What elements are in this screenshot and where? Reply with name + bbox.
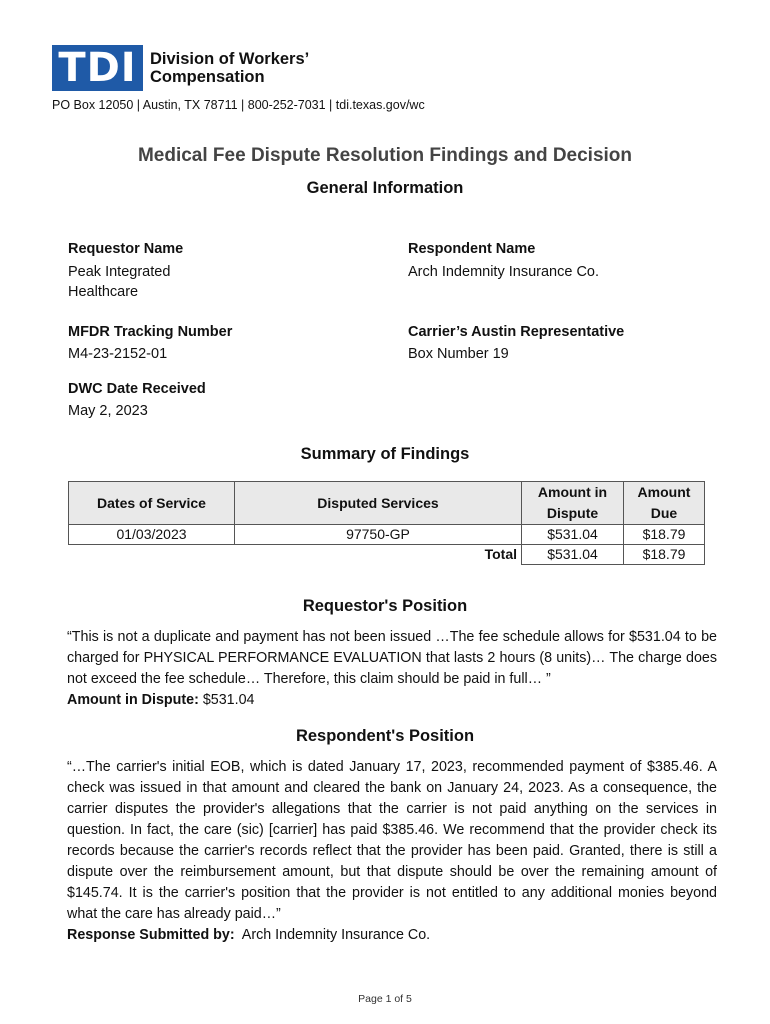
respondent-name-label: Respondent Name <box>408 241 536 257</box>
col-disputed-services: Disputed Services <box>235 482 522 525</box>
requestor-name-label: Requestor Name <box>68 241 184 257</box>
cell-amount: $531.04 <box>522 525 624 545</box>
date-received-label: DWC Date Received <box>68 381 206 397</box>
col-amount-line1: Amount in <box>537 484 608 500</box>
col-amount-due <box>624 482 705 525</box>
table-total-row <box>69 545 705 565</box>
col-due-line1: Amount <box>637 484 691 500</box>
tracking-number-label: MFDR Tracking Number <box>68 324 233 340</box>
tdi-logo <box>52 45 309 91</box>
date-received-value: May 2, 2023 <box>68 403 148 419</box>
col-dates-of-service: Dates of Service <box>69 482 235 525</box>
cell-due: $18.79 <box>624 525 705 545</box>
total-due: $18.79 <box>624 545 705 565</box>
col-due-line2: Due <box>650 505 678 521</box>
tdi-logo-mark: TDI <box>52 45 143 91</box>
col-amount-in-dispute <box>522 482 624 525</box>
logo-line-2: Compensation <box>150 68 265 86</box>
respondent-quote: “…The carrier's initial EOB, which is dated January 17, 2023, recommended payment of $385.46. A check was issued in that amount and cleared the bank on January 24, 2023. As a consequence, the carrier disputes the provider's allegations that the carrier is not paid anything on the services in question. In fact, the care (sic) [carrier] has paid $385.46. We recommend that the provider check its records because the carrier's records reflect that the provider has been paid. Granted, there is still a dispute over the reimbursement amount, but that dispute should be over the remaining amount of $145.74. It is the carrier's position that the provider is not entitled to any additional monies beyond what the care has already paid…” <box>67 759 717 922</box>
requestor-name-value-line1: Peak Integrated <box>68 264 171 280</box>
response-submitted-label: Response Submitted by: <box>67 927 235 943</box>
amount-in-dispute-label: Amount in Dispute: <box>67 692 199 708</box>
table-header-row <box>69 482 705 525</box>
address-line: PO Box 12050 | Austin, TX 78711 | 800-252-7031 | tdi.texas.gov/wc <box>52 98 425 112</box>
response-submitted-value: Arch Indemnity Insurance Co. <box>234 927 431 943</box>
general-information-heading: General Information <box>306 179 464 197</box>
cell-date: 01/03/2023 <box>69 525 235 545</box>
page-title: Medical Fee Dispute Resolution Findings and Decision <box>137 145 633 166</box>
requestor-name-value-line2: Healthcare <box>68 284 139 300</box>
requestor-quote: “This is not a duplicate and payment has not been issued …The fee schedule allows for $531.04 to be charged for PHYSICAL PERFORMANCE EVALUATION that lasts 2 hours (8 units)… The charge does not exceed the fee schedule… Therefore, this claim should be paid in full… ” <box>67 629 717 687</box>
respondent-name-value: Arch Indemnity Insurance Co. <box>408 264 600 280</box>
tracking-number-value: M4-23-2152-01 <box>68 346 168 362</box>
requestor-position-heading: Requestor's Position <box>302 597 468 615</box>
carrier-rep-value: Box Number 19 <box>408 346 509 362</box>
page-number: Page 1 of 5 <box>358 993 412 1005</box>
total-amount: $531.04 <box>522 545 624 565</box>
requestor-position-text <box>67 627 717 711</box>
respondent-position-heading: Respondent's Position <box>295 727 475 745</box>
response-submitted-line <box>67 925 717 946</box>
col-amount-line2: Dispute <box>546 505 599 521</box>
summary-heading: Summary of Findings <box>300 445 470 463</box>
logo-text <box>150 50 309 86</box>
table-row <box>69 525 705 545</box>
findings-table <box>68 481 705 565</box>
logo-line-1: Division of Workers’ <box>150 50 310 68</box>
amount-in-dispute-line <box>67 690 717 711</box>
carrier-rep-label: Carrier’s Austin Representative <box>408 324 625 340</box>
amount-in-dispute-value: $531.04 <box>198 692 255 708</box>
total-label: Total <box>484 546 517 563</box>
respondent-position-text <box>67 757 717 946</box>
cell-service: 97750-GP <box>235 525 522 545</box>
